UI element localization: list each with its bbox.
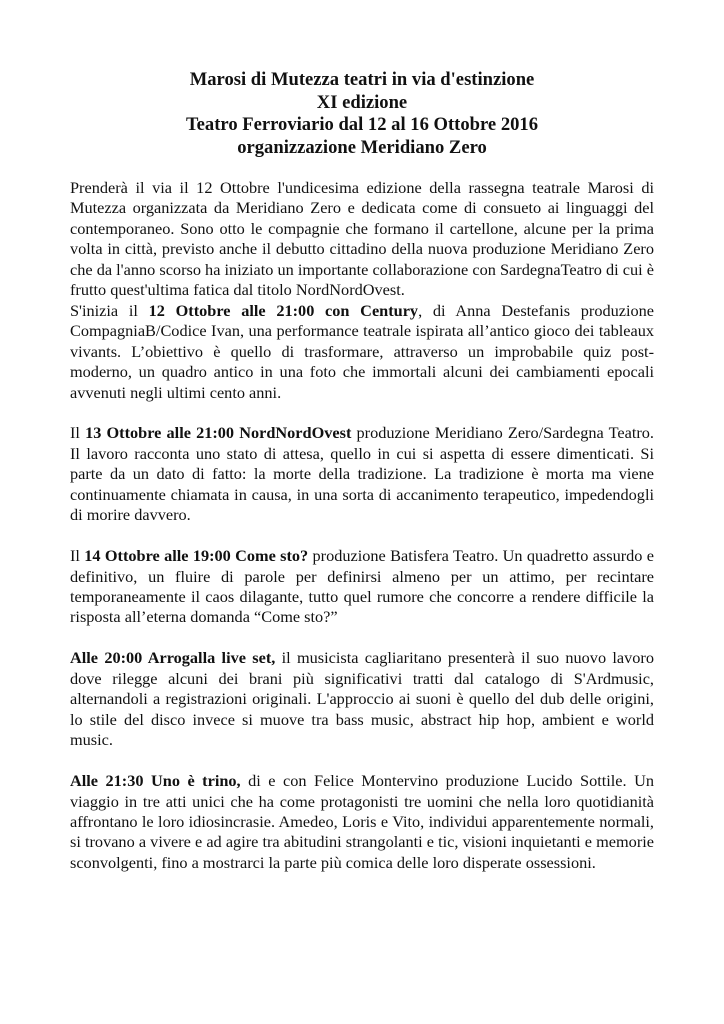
event-uno-e-trino-highlight: Alle 21:30 Uno è trino, — [70, 771, 241, 791]
paragraph-spacer — [70, 526, 654, 546]
intro-paragraph: Prenderà il via il 12 Ottobre l'undicesima edizione della rassegna teatrale Marosi di Mutezza organizzata da Meridiano Zero e dedicata come di consueto ai linguaggi del contemporaneo. Sono otto le compagnie che formano il cartellone, alcune per la prima volta in città, previsto anche il debutto cittadino della nuova produzione Meridiano Zero che da l'anno scorso ha iniziato un importante collaborazione con SardegnaTeatro di cui è frutto quest'ultima fatica dal titolo NordNordOvest. — [70, 178, 654, 300]
event-nordnordovest-highlight: 13 Ottobre alle 21:00 NordNordOvest — [85, 423, 352, 443]
event-nordnordovest-paragraph — [70, 423, 654, 525]
event-arrogalla-description: il musicista cagliaritano presenterà il suo nuovo lavoro dove rilegge alcuni dei brani più significativi tratti dal catalogo di S'Ardmusic, alternandoli a registrazioni originali. L'approccio ai suoni è quello del dub delle origini, lo stile del disco invece si muove tra bass music, abstract hip hop, ambient e world music. — [70, 648, 654, 750]
event-century-highlight: 12 Ottobre alle 21:00 con Century — [148, 300, 419, 320]
title-line-venue-dates: Teatro Ferroviario dal 12 al 16 Ottobre 2016 — [185, 114, 539, 135]
event-come-sto-highlight: 14 Ottobre alle 19:00 Come sto? — [84, 546, 309, 566]
event-century-description: , di Anna Destefanis produzione CompagniaB/Codice Ivan, una performance teatrale ispirata all’antico gioco dei tableaux vivants. L’obiettivo è quello di trasformare, attraverso un improbabile quiz post-moderno, un quadro antico in una foto che immortali alcuni dei cambiamenti epocali avvenuti negli ultimi cento anni. — [70, 300, 655, 402]
title-line-organizer: organizzazione Meridiano Zero — [237, 136, 487, 158]
event-uno-e-trino-paragraph — [70, 771, 654, 873]
document-body — [70, 178, 654, 873]
paragraph-spacer — [70, 403, 654, 423]
paragraph-spacer — [70, 628, 654, 648]
title-line-festival: Marosi di Mutezza teatri in via d'estinzione — [189, 69, 535, 90]
event-arrogalla-paragraph — [70, 648, 654, 750]
paragraph-spacer — [70, 751, 654, 771]
event-nordnordovest-description: produzione Meridiano Zero/Sardegna Teatro. Il lavoro racconta uno stato di attesa, quello in cui si aspetta di essere dimenticati. Si parte da un dato di fatto: la morte della tradizione. La tradizione è morta ma viene continuamente chiamata in causa, in una sorta di accanimento terapeutico, impedendogli di morire davvero. — [70, 423, 654, 525]
event-uno-e-trino-description: di e con Felice Montervino produzione Lucido Sottile. Un viaggio in tre atti unici che ha come protagonisti tre uomini che nella loro quotidianità affrontano le loro idiosincrasie. Amedeo, Loris e Vito, individui apparentemente normali, si trovano a vivere e ad agire tra abitudini strangolanti e tic, visioni inquietanti e memorie sconvolgenti, fino a mostrarci la parte più comica delle loro disperate ossessioni. — [70, 771, 654, 872]
event-century-lead: S'inizia il — [70, 300, 149, 320]
title-line-edition: XI edizione — [316, 91, 408, 113]
event-come-sto-lead: Il — [70, 546, 85, 566]
event-come-sto-paragraph — [70, 546, 654, 628]
event-century-paragraph — [70, 301, 654, 403]
document-title — [0, 69, 724, 159]
event-come-sto-description: produzione Batisfera Teatro. Un quadretto assurdo e definitivo, un fluire di parole per definirsi almeno per un attimo, per recintare temporaneamente il caos dilagante, tutto quel rumore che concorre a rendere difficile la risposta all’eterna domanda “Come sto?” — [70, 546, 654, 627]
event-nordnordovest-lead: Il — [70, 423, 86, 443]
event-arrogalla-highlight: Alle 20:00 Arrogalla live set, — [70, 648, 276, 668]
